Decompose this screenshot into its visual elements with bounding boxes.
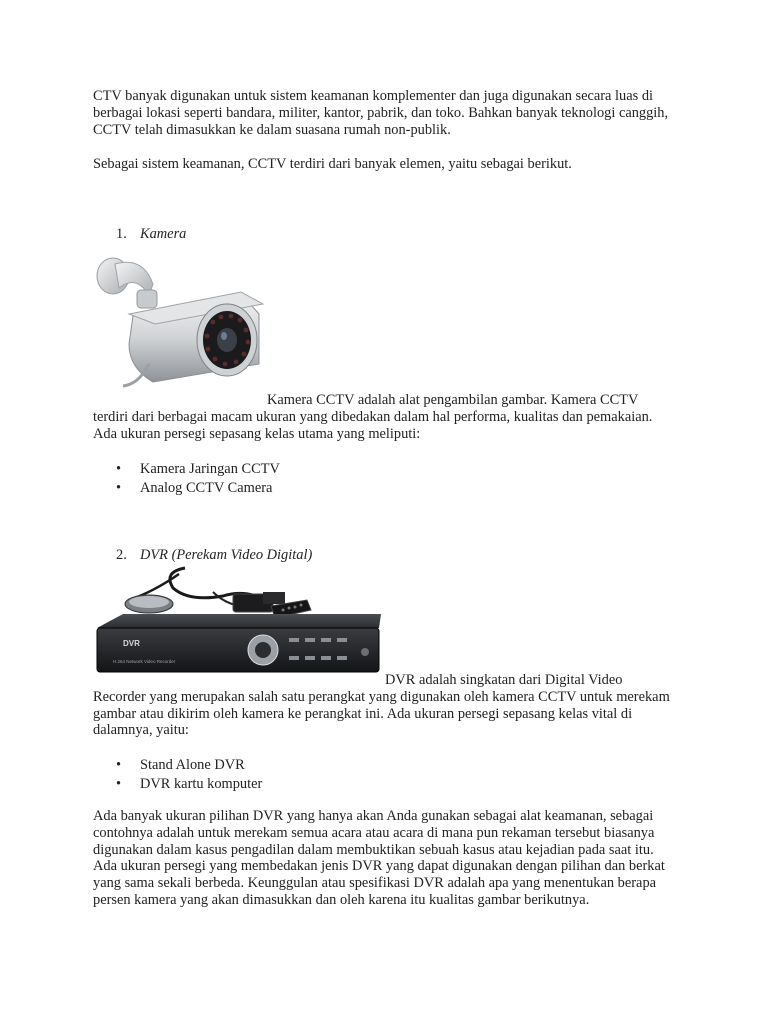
cctv-camera-image [93, 244, 265, 390]
dvr-image [93, 562, 383, 674]
dvr-brand-label: DVR [123, 639, 140, 648]
section-1-title: Kamera [140, 226, 187, 242]
list-item: • Stand Alone DVR [116, 757, 262, 776]
section-2-description-text: DVR adalah singkatan dari Digital Video Recorder yang merupakan salah satu perangkat yang digunakan oleh kamera CCTV untuk merekam gambar atau dikirim oleh kamera ke perangkat ini. Ada ukuran persegi sepasang kelas vital di dalamnya, yaitu: [93, 672, 670, 739]
section-1-description-text: Kamera CCTV adalah alat pengambilan gambar. Kamera CCTV terdiri dari berbagai macam ukuran yang dibedakan dalam hal performa, kualitas dan pemakaian. Ada ukuran persegi sepasang kelas utama yang meliputi: [93, 392, 653, 442]
section-2-closing-paragraph: Ada banyak ukuran pilihan DVR yang hanya akan Anda gunakan sebagai alat keamanan, sebagai contohnya adalah untuk merekam semua acara atau acara di mana pun rekaman tersebut biasanya digunakan dalam kasus pengadilan dalam membuktikan sebuah kasus atau kejadian pada saat itu. Ada ukuran persegi yang membedakan jenis DVR yang dapat digunakan dengan pilihan dan berkat yang sama sekali berbeda. Keunggulan atau spesifikasi DVR adalah apa yang menentukan berapa persen kamera yang akan dimasukkan dan oleh karena itu kualitas gambar berikutnya. [93, 808, 665, 908]
section-2-number: 2. [116, 547, 127, 563]
intro-paragraph-2: Sebagai sistem keamanan, CCTV terdiri dari banyak elemen, yaitu sebagai berikut. [93, 156, 572, 172]
dvr-subtext-label: H.264 Network Video Recorder [113, 659, 176, 664]
section-2-description [93, 672, 673, 739]
list-item: • Analog CCTV Camera [116, 480, 280, 499]
section-1-bullet-list [116, 461, 280, 498]
section-1-number: 1. [116, 226, 127, 242]
list-item: • DVR kartu komputer [116, 776, 262, 795]
list-item: • Kamera Jaringan CCTV [116, 461, 280, 480]
section-1-heading [116, 226, 186, 243]
section-2-bullet-list [116, 757, 262, 794]
intro-paragraph-1: CTV banyak digunakan untuk sistem keamanan komplementer dan juga digunakan secara luas di berbagai lokasi seperti bandara, militer, kantor, pabrik, dan toko. Bahkan banyak teknologi canggih, CCTV telah dimasukkan ke dalam suasana rumah non-publik. [93, 88, 669, 138]
section-1-description [93, 392, 673, 442]
section-2-title: DVR (Perekam Video Digital) [140, 547, 313, 563]
cctv-bullet-camera-icon [93, 244, 265, 390]
dvr-recorder-icon [93, 562, 383, 674]
